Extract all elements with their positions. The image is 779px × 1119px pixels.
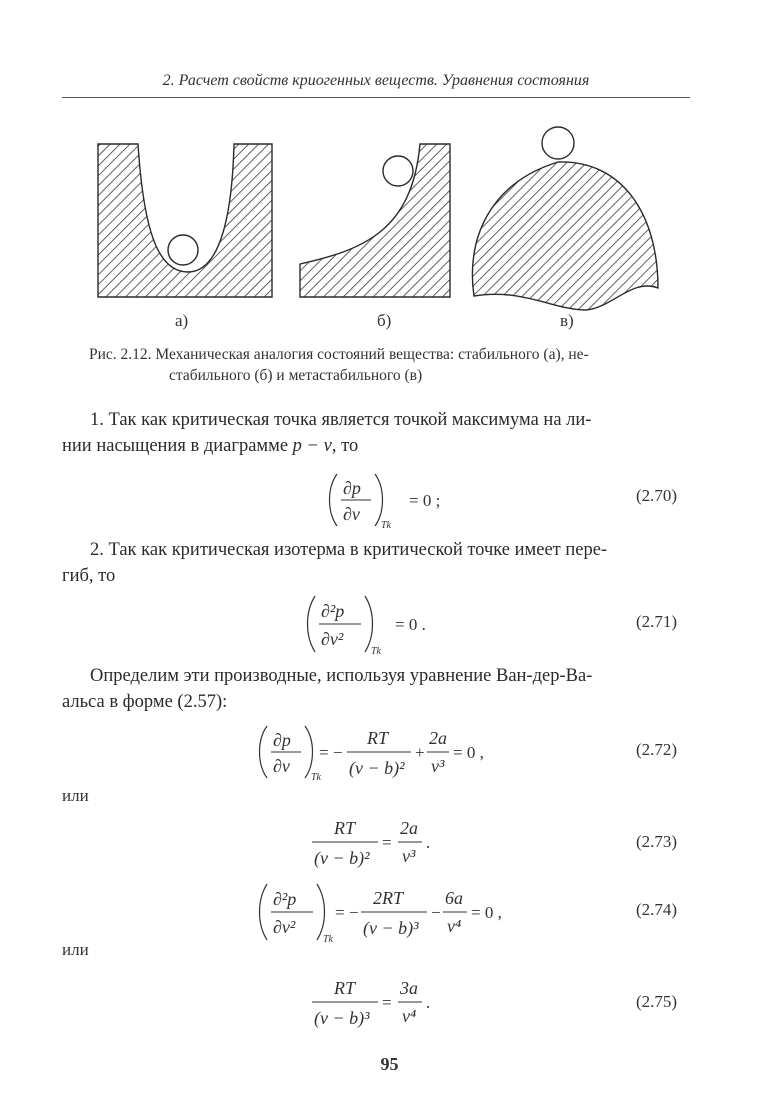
svg-text:−: − xyxy=(349,903,359,922)
svg-text:∂v: ∂v xyxy=(343,504,360,524)
eq-number-2-75: (2.75) xyxy=(636,992,678,1011)
p3-line2: альса в форме (2.57): xyxy=(62,692,228,712)
p1-line1: 1. Так как критическая точка является точкой максимума на ли- xyxy=(90,410,592,430)
svg-text:=: = xyxy=(319,743,329,762)
p1-line2: нии насыщения в диаграмме xyxy=(62,436,289,456)
svg-text:∂v²: ∂v² xyxy=(273,917,296,937)
caption-text-2: стабильного (б) и метастабильного (в) xyxy=(169,367,423,384)
word-or-2: или xyxy=(62,940,89,959)
svg-text:∂²p: ∂²p xyxy=(321,601,345,621)
paragraph-1 xyxy=(62,407,692,459)
svg-text:.: . xyxy=(426,993,431,1012)
svg-text:2RT: 2RT xyxy=(373,888,404,908)
equation-2-75 xyxy=(308,972,468,1034)
eq-number-2-74: (2.74) xyxy=(636,900,678,919)
p1-math: p − v xyxy=(292,436,332,456)
svg-text:(v − b)²: (v − b)² xyxy=(349,758,405,778)
eq-number-2-70: (2.70) xyxy=(636,486,678,505)
svg-text:v³: v³ xyxy=(431,756,445,776)
header-rule xyxy=(62,97,690,98)
svg-text:∂v²: ∂v² xyxy=(321,629,344,649)
ball-a xyxy=(168,235,198,265)
svg-text:2a: 2a xyxy=(400,818,418,838)
svg-text:v⁴: v⁴ xyxy=(402,1006,417,1026)
ball-c xyxy=(542,127,574,159)
svg-text:∂²p: ∂²p xyxy=(273,889,297,909)
p2-line2: гиб, то xyxy=(62,566,116,586)
shape-a-well xyxy=(98,144,272,297)
label-c: в) xyxy=(560,311,574,330)
svg-text:RT: RT xyxy=(367,728,389,748)
svg-text:= 0 .: = 0 . xyxy=(395,615,426,634)
eq-number-2-71: (2.71) xyxy=(636,612,678,631)
equation-2-70 xyxy=(325,470,525,532)
svg-text:+: + xyxy=(415,743,425,762)
svg-text:Tk: Tk xyxy=(381,520,391,531)
svg-text:6a: 6a xyxy=(445,888,463,908)
eq-number-2-72: (2.72) xyxy=(636,740,678,759)
equation-2-71 xyxy=(303,592,503,658)
svg-text:Tk: Tk xyxy=(323,934,333,945)
svg-text:v³: v³ xyxy=(402,846,416,866)
svg-text:=: = xyxy=(382,993,392,1012)
figure-caption xyxy=(89,344,699,386)
paragraph-3 xyxy=(62,663,692,715)
paragraph-2 xyxy=(62,537,692,589)
svg-text:RT: RT xyxy=(334,978,356,998)
shape-c-hill xyxy=(472,162,658,310)
running-title: 2. Расчет свойств криогенных веществ. Уравнения состояния xyxy=(162,72,590,89)
equation-2-74 xyxy=(255,880,515,948)
svg-text:= 0 ;: = 0 ; xyxy=(409,491,441,510)
svg-text:(v − b)³: (v − b)³ xyxy=(314,1008,370,1028)
svg-text:= 0 ,: = 0 , xyxy=(471,903,502,922)
svg-text:=: = xyxy=(382,833,392,852)
eq-number-2-73: (2.73) xyxy=(636,832,678,851)
svg-text:.: . xyxy=(426,833,431,852)
figure-mechanical-analogy xyxy=(92,122,672,337)
svg-text:(v − b)²: (v − b)² xyxy=(314,848,370,868)
svg-text:−: − xyxy=(333,743,343,762)
svg-text:Tk: Tk xyxy=(371,646,381,657)
page-number: 95 xyxy=(380,1054,399,1074)
caption-text-1: Механическая аналогия состояний вещества: стабильного (а), не- xyxy=(155,346,589,363)
svg-text:(v − b)³: (v − b)³ xyxy=(363,918,419,938)
equation-2-73 xyxy=(308,812,468,874)
svg-text:v⁴: v⁴ xyxy=(447,916,462,936)
ball-b xyxy=(383,156,413,186)
p2-line1: 2. Так как критическая изотерма в критической точке имеет пере- xyxy=(90,540,608,560)
svg-text:∂p: ∂p xyxy=(343,478,361,498)
svg-text:RT: RT xyxy=(334,818,356,838)
svg-text:∂p: ∂p xyxy=(273,730,291,750)
svg-text:= 0 ,: = 0 , xyxy=(453,743,484,762)
caption-number: Рис. 2.12. xyxy=(89,346,152,363)
svg-text:3a: 3a xyxy=(400,978,418,998)
svg-text:−: − xyxy=(431,903,441,922)
svg-text:∂v: ∂v xyxy=(273,756,290,776)
p3-line1: Определим эти производные, используя уравнение Ван-дер-Ва- xyxy=(90,666,593,686)
svg-text:Tk: Tk xyxy=(311,772,321,783)
svg-text:2a: 2a xyxy=(429,728,447,748)
label-a: а) xyxy=(175,311,189,330)
word-or-1: или xyxy=(62,786,89,805)
label-b: б) xyxy=(377,311,392,330)
p1-tail: , то xyxy=(331,436,359,456)
equation-2-72 xyxy=(255,722,495,788)
svg-text:=: = xyxy=(335,903,345,922)
shape-b-slope xyxy=(300,144,450,297)
